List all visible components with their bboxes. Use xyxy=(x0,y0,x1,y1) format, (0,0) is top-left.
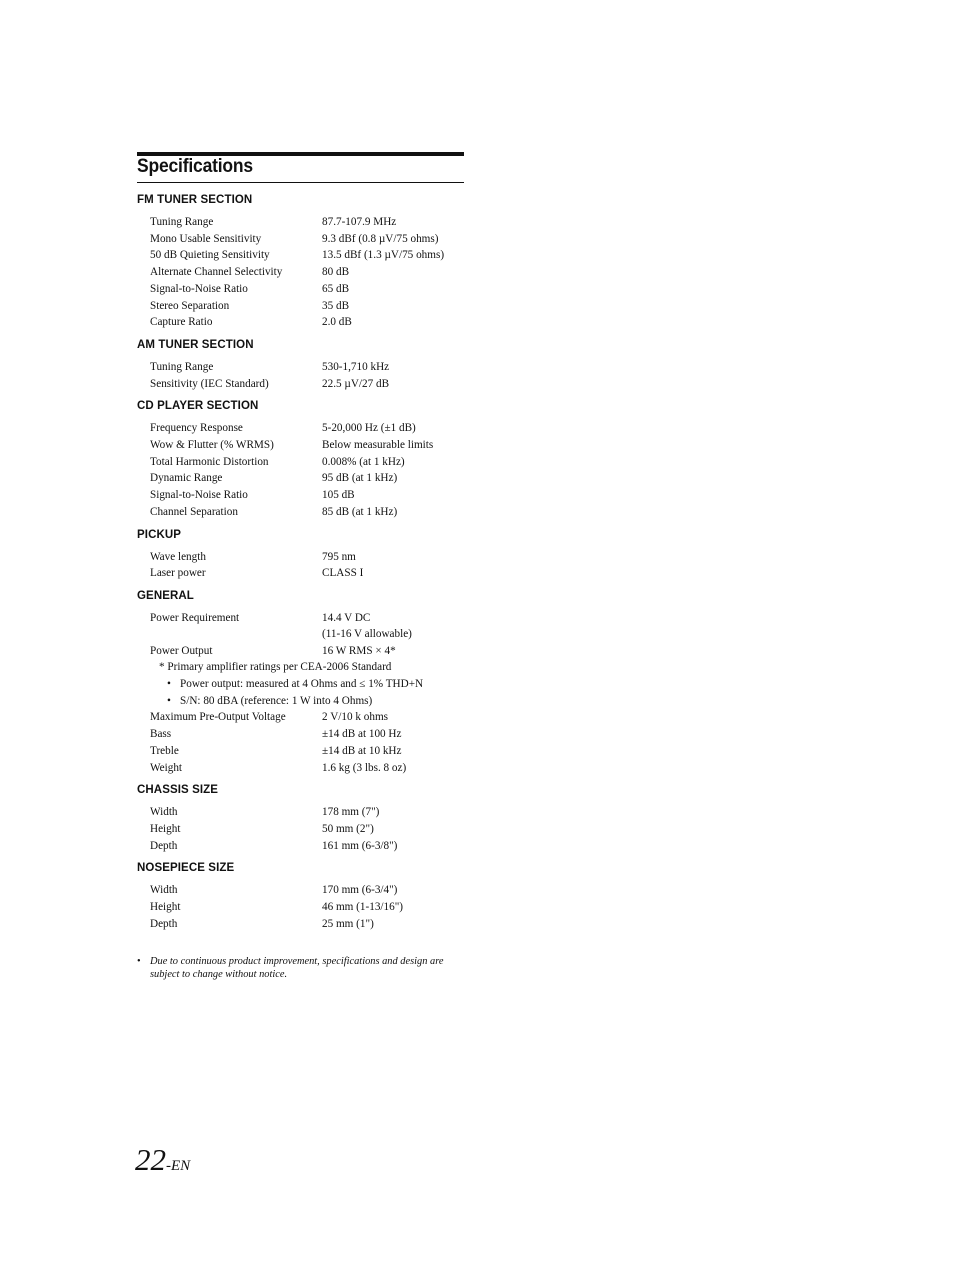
spec-value: 2 V/10 k ohms xyxy=(322,711,388,724)
spec-row xyxy=(137,454,467,471)
spec-value: ±14 dB at 10 kHz xyxy=(322,744,402,757)
spec-label: Channel Separation xyxy=(150,505,238,518)
specifications-content xyxy=(137,193,467,940)
spec-row xyxy=(137,214,467,231)
bullet-icon: • xyxy=(167,678,171,691)
spec-value: 9.3 dBf (0.8 µV/75 ohms) xyxy=(322,232,439,245)
spec-row xyxy=(137,804,467,821)
pickup-section xyxy=(137,528,467,582)
spec-value: 65 dB xyxy=(322,282,350,295)
spec-value: 13.5 dBf (1.3 µV/75 ohms) xyxy=(322,249,445,262)
cd-player-section xyxy=(137,399,467,520)
spec-label: Width xyxy=(150,884,178,897)
section-heading: FM TUNER SECTION xyxy=(137,194,253,206)
spec-value: Below measurable limits xyxy=(322,439,434,452)
spec-row xyxy=(137,610,467,627)
rating-bullet xyxy=(137,693,467,710)
spec-value: 35 dB xyxy=(322,299,350,312)
spec-value: 161 mm (6-3/8") xyxy=(322,839,398,852)
general-section xyxy=(137,589,467,776)
spec-row xyxy=(137,298,467,315)
spec-value: 46 mm (1-13/16") xyxy=(322,901,404,914)
spec-value: 50 mm (2") xyxy=(322,822,374,835)
rating-note: * Primary amplifier ratings per CEA-2006 Standard xyxy=(159,661,392,674)
spec-value: 0.008% (at 1 kHz) xyxy=(322,455,405,468)
chassis-size-section xyxy=(137,783,467,854)
spec-row xyxy=(137,359,467,376)
spec-label: Power Output xyxy=(150,644,213,657)
rating-bullet xyxy=(137,676,467,693)
spec-label: Weight xyxy=(150,761,183,774)
spec-value: ±14 dB at 100 Hz xyxy=(322,728,402,741)
spec-label: Dynamic Range xyxy=(150,472,223,485)
spec-value: 22.5 µV/27 dB xyxy=(322,377,390,390)
spec-row xyxy=(137,549,467,566)
spec-row xyxy=(137,247,467,264)
spec-value: CLASS I xyxy=(322,567,364,580)
spec-row xyxy=(137,726,467,743)
spec-row xyxy=(137,821,467,838)
title-bottom-rule xyxy=(137,182,464,183)
spec-row xyxy=(137,281,467,298)
spec-label: Wave length xyxy=(150,550,206,563)
spec-label: Tuning Range xyxy=(150,216,214,228)
spec-label: Alternate Channel Selectivity xyxy=(150,266,283,279)
spec-label: Signal-to-Noise Ratio xyxy=(150,489,248,502)
spec-row xyxy=(137,760,467,777)
spec-value: 85 dB (at 1 kHz) xyxy=(322,505,398,518)
spec-label: Depth xyxy=(150,917,178,930)
spec-value: 25 mm (1") xyxy=(322,917,374,930)
section-heading: PICKUP xyxy=(137,528,182,541)
spec-value: 795 nm xyxy=(322,550,356,563)
spec-label: Power Requirement xyxy=(150,611,240,624)
spec-label: Bass xyxy=(150,728,172,741)
spec-label: Signal-to-Noise Ratio xyxy=(150,282,248,295)
am-tuner-section xyxy=(137,338,467,392)
spec-label: Height xyxy=(150,901,181,914)
spec-label: Capture Ratio xyxy=(150,316,213,329)
spec-label: Sensitivity (IEC Standard) xyxy=(150,377,269,390)
spec-label: Laser power xyxy=(150,567,206,580)
spec-row xyxy=(137,838,467,855)
spec-label: Mono Usable Sensitivity xyxy=(150,232,262,245)
section-heading: NOSEPIECE SIZE xyxy=(137,862,235,875)
spec-row xyxy=(137,504,467,521)
bullet-text: S/N: 80 dBA (reference: 1 W into 4 Ohms) xyxy=(180,694,373,707)
spec-row xyxy=(137,470,467,487)
spec-value: 170 mm (6-3/4") xyxy=(322,884,398,897)
spec-value: 5-20,000 Hz (±1 dB) xyxy=(322,422,416,435)
bullet-icon: • xyxy=(167,694,171,707)
spec-row xyxy=(137,882,467,899)
spec-label: Width xyxy=(150,806,178,819)
section-heading: GENERAL xyxy=(137,589,194,602)
spec-label: Wow & Flutter (% WRMS) xyxy=(150,439,274,452)
spec-value: 178 mm (7") xyxy=(322,806,380,819)
spec-row xyxy=(137,899,467,916)
spec-row xyxy=(137,437,467,454)
spec-label: Treble xyxy=(150,744,179,757)
spec-row xyxy=(137,709,467,726)
page-number-value: 22 xyxy=(135,1142,166,1177)
spec-value: 87.7-107.9 MHz xyxy=(322,216,397,228)
bullet-icon: • xyxy=(137,956,141,967)
spec-label: Depth xyxy=(150,839,178,852)
spec-row xyxy=(137,916,467,933)
spec-row xyxy=(137,643,467,660)
spec-row xyxy=(137,743,467,760)
spec-row-continued xyxy=(137,627,467,642)
spec-value: 95 dB (at 1 kHz) xyxy=(322,472,398,485)
bullet-text: Power output: measured at 4 Ohms and ≤ 1% THD+N xyxy=(180,678,424,691)
page-title: Specifications xyxy=(137,156,253,177)
spec-label: 50 dB Quieting Sensitivity xyxy=(150,249,270,262)
spec-row xyxy=(137,314,467,331)
spec-row xyxy=(137,231,467,248)
change-notice-text: Due to continuous product improvement, specifications and design are subject to change without notice. xyxy=(150,956,444,980)
page-number-suffix: -EN xyxy=(166,1158,191,1174)
section-heading: CD PLAYER SECTION xyxy=(137,400,259,413)
spec-label: Maximum Pre-Output Voltage xyxy=(150,711,286,724)
spec-label: Total Harmonic Distortion xyxy=(150,455,269,468)
spec-value: 2.0 dB xyxy=(322,316,352,329)
spec-value: 80 dB xyxy=(322,266,350,279)
spec-row xyxy=(137,420,467,437)
spec-value: (11-16 V allowable) xyxy=(322,627,412,640)
spec-row xyxy=(137,565,467,582)
section-heading: AM TUNER SECTION xyxy=(137,338,254,351)
spec-value: 530-1,710 kHz xyxy=(322,360,390,373)
spec-row xyxy=(137,264,467,281)
spec-label: Stereo Separation xyxy=(150,299,230,312)
change-notice xyxy=(137,955,467,981)
fm-tuner-section xyxy=(137,193,467,331)
spec-row xyxy=(137,376,467,393)
spec-value: 1.6 kg (3 lbs. 8 oz) xyxy=(322,761,407,774)
spec-label: Tuning Range xyxy=(150,360,214,373)
nosepiece-size-section xyxy=(137,861,467,932)
spec-label: Height xyxy=(150,822,181,835)
page-number xyxy=(135,1140,190,1180)
spec-value: 14.4 V DC xyxy=(322,611,371,624)
spec-value: 105 dB xyxy=(322,489,355,502)
spec-row xyxy=(137,487,467,504)
spec-value: 16 W RMS × 4* xyxy=(322,644,396,657)
section-heading: CHASSIS SIZE xyxy=(137,784,219,797)
spec-label: Frequency Response xyxy=(150,422,243,435)
